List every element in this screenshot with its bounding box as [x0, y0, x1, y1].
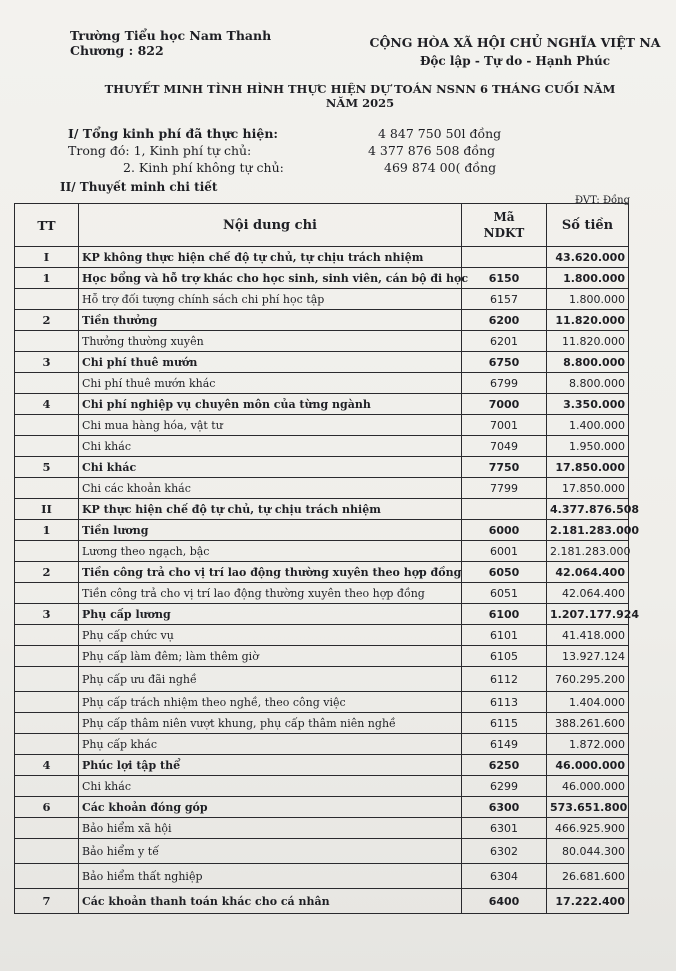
row-code [462, 247, 547, 268]
row-content: KP thực hiện chế độ tự chủ, tự chịu trách nhiệm [79, 499, 462, 520]
table-row [15, 478, 629, 499]
row-amount: 17.850.000 [547, 457, 629, 478]
header-content: Nội dung chi [79, 204, 462, 247]
table-row [15, 625, 629, 646]
table-row [15, 331, 629, 352]
row-content: Các khoản thanh toán khác cho cá nhân [79, 889, 462, 914]
table-row [15, 755, 629, 776]
table-row [15, 562, 629, 583]
row-content: Chi phí thuê mướn [79, 352, 462, 373]
row-content: KP không thực hiện chế độ tự chủ, tự chịu trách nhiệm [79, 247, 462, 268]
unit-label: ĐVT: Đồng [575, 195, 631, 206]
table-row [15, 436, 629, 457]
row-code: 6100 [462, 604, 547, 625]
row-amount: 1.800.000 [547, 289, 629, 310]
row-content: Phúc lợi tập thể [79, 755, 462, 776]
row-content: Bảo hiểm y tế [79, 839, 462, 864]
summary-autonomous [68, 143, 508, 160]
row-amount: 13.927.124 [547, 646, 629, 667]
row-code: 6200 [462, 310, 547, 331]
table-row [15, 541, 629, 562]
summary-total-value: 4 847 750 50l đồng [378, 126, 502, 141]
summary-non-autonomous-value: 469 874 00( đồng [384, 160, 497, 175]
table-row [15, 776, 629, 797]
row-amount: 1.404.000 [547, 692, 629, 713]
row-content: Chi khác [79, 457, 462, 478]
row-code: 6051 [462, 583, 547, 604]
table-row [15, 734, 629, 755]
row-code: 6750 [462, 352, 547, 373]
row-amount: 1.400.000 [547, 415, 629, 436]
row-code: 6149 [462, 734, 547, 755]
row-tt: II [15, 499, 79, 520]
row-code: 7750 [462, 457, 547, 478]
table-row [15, 394, 629, 415]
row-code: 7049 [462, 436, 547, 457]
row-content: Phụ cấp ưu đãi nghề [79, 667, 462, 692]
table-row [15, 797, 629, 818]
header-right [356, 34, 674, 70]
row-content: Hỗ trợ đối tượng chính sách chi phí học tập [79, 289, 462, 310]
summary-section [68, 126, 508, 177]
header-code [462, 204, 547, 247]
table-row [15, 457, 629, 478]
row-amount: 80.044.300 [547, 839, 629, 864]
row-amount: 3.350.000 [547, 394, 629, 415]
table-row [15, 499, 629, 520]
header-code-line-2: NDKT [483, 226, 525, 240]
row-code: 6201 [462, 331, 547, 352]
table-row [15, 889, 629, 914]
school-name: Trường Tiểu học Nam Thanh [70, 28, 272, 43]
row-code: 7799 [462, 478, 547, 499]
row-amount: 1.950.000 [547, 436, 629, 457]
row-content: Học bổng và hỗ trợ khác cho học sinh, sinh viên, cán bộ đi học [79, 268, 462, 289]
table-row [15, 310, 629, 331]
row-tt: 4 [15, 394, 79, 415]
table-row [15, 839, 629, 864]
table-row [15, 583, 629, 604]
summary-non-autonomous-label: 2. Kinh phí không tự chủ: [123, 160, 284, 175]
row-amount: 46.000.000 [547, 776, 629, 797]
row-amount: 2.181.283.000 [547, 541, 629, 562]
row-content: Bảo hiểm thất nghiệp [79, 864, 462, 889]
country-name: CỘNG HÒA XÃ HỘI CHỦ NGHĨA VIỆT NA [369, 35, 661, 50]
national-motto: Độc lập - Tự do - Hạnh Phúc [419, 54, 611, 68]
header-left [70, 28, 271, 58]
table-row [15, 692, 629, 713]
row-code: 6250 [462, 755, 547, 776]
row-amount: 42.064.400 [547, 583, 629, 604]
row-content: Bảo hiểm xã hội [79, 818, 462, 839]
row-content: Tiền công trả cho vị trí lao động thường xuyên theo hợp đồng [79, 562, 462, 583]
row-tt: 2 [15, 310, 79, 331]
row-code: 6150 [462, 268, 547, 289]
row-code: 6050 [462, 562, 547, 583]
row-tt [15, 436, 79, 457]
row-code: 6299 [462, 776, 547, 797]
row-content: Phụ cấp khác [79, 734, 462, 755]
table-header-row [15, 204, 629, 247]
row-tt [15, 478, 79, 499]
row-code: 6101 [462, 625, 547, 646]
row-tt [15, 625, 79, 646]
row-amount: 17.850.000 [547, 478, 629, 499]
row-amount: 41.418.000 [547, 625, 629, 646]
row-content: Phụ cấp làm đêm; làm thêm giờ [79, 646, 462, 667]
summary-autonomous-value: 4 377 876 508 đồng [368, 143, 496, 158]
row-amount: 46.000.000 [547, 755, 629, 776]
row-amount: 1.872.000 [547, 734, 629, 755]
row-content: Phụ cấp lương [79, 604, 462, 625]
table-row [15, 667, 629, 692]
row-code: 7001 [462, 415, 547, 436]
row-content: Chi khác [79, 776, 462, 797]
title-line-1: THUYẾT MINH TÌNH HÌNH THỰC HIỆN DỰ TOÁN NSNN 6 THÁNG CUỐI NĂM [104, 82, 616, 96]
row-tt: 1 [15, 520, 79, 541]
row-content: Phụ cấp chức vụ [79, 625, 462, 646]
row-amount: 1.800.000 [547, 268, 629, 289]
row-tt [15, 646, 79, 667]
table-row [15, 352, 629, 373]
row-tt: 3 [15, 604, 79, 625]
row-code: 6304 [462, 864, 547, 889]
row-tt [15, 776, 79, 797]
row-amount: 11.820.000 [547, 331, 629, 352]
header-code-line-1: Mã [493, 210, 515, 224]
row-code: 6112 [462, 667, 547, 692]
row-amount: 1.207.177.924 [547, 604, 629, 625]
title-line-2: NĂM 2025 [325, 96, 395, 110]
row-content: Chi mua hàng hóa, vật tư [79, 415, 462, 436]
table-row [15, 864, 629, 889]
table-row [15, 604, 629, 625]
table-row [15, 818, 629, 839]
header-amount: Số tiền [547, 204, 629, 247]
summary-non-autonomous [68, 160, 508, 177]
chapter-code: Chương : 822 [70, 43, 164, 58]
row-code: 6000 [462, 520, 547, 541]
table-row [15, 713, 629, 734]
summary-total [68, 126, 508, 143]
row-content: Phụ cấp trách nhiệm theo nghề, theo công việc [79, 692, 462, 713]
row-content: Tiền lương [79, 520, 462, 541]
row-code: 6113 [462, 692, 547, 713]
row-tt [15, 734, 79, 755]
row-content: Tiền công trả cho vị trí lao động thường xuyên theo hợp đồng [79, 583, 462, 604]
document-title [60, 82, 660, 110]
table-row [15, 289, 629, 310]
row-content: Các khoản đóng góp [79, 797, 462, 818]
row-code: 6400 [462, 889, 547, 914]
row-amount: 17.222.400 [547, 889, 629, 914]
row-amount: 388.261.600 [547, 713, 629, 734]
table-row [15, 520, 629, 541]
table-row [15, 373, 629, 394]
row-amount: 43.620.000 [547, 247, 629, 268]
row-amount: 573.651.800 [547, 797, 629, 818]
section-2-title: II/ Thuyết minh chi tiết [60, 180, 218, 194]
row-content: Phụ cấp thâm niên vượt khung, phụ cấp thâm niên nghề [79, 713, 462, 734]
row-code: 6301 [462, 818, 547, 839]
row-tt: 7 [15, 889, 79, 914]
row-tt [15, 373, 79, 394]
row-code: 6799 [462, 373, 547, 394]
row-tt [15, 713, 79, 734]
expense-table [14, 203, 640, 914]
row-tt [15, 839, 79, 864]
summary-total-label: I/ Tổng kinh phí đã thực hiện: [68, 126, 279, 141]
row-code [462, 499, 547, 520]
row-content: Chi phí thuê mướn khác [79, 373, 462, 394]
row-tt [15, 667, 79, 692]
row-tt [15, 864, 79, 889]
row-tt [15, 818, 79, 839]
row-amount: 26.681.600 [547, 864, 629, 889]
row-content: Chi khác [79, 436, 462, 457]
row-code: 6105 [462, 646, 547, 667]
row-tt: 4 [15, 755, 79, 776]
row-content: Tiền thưởng [79, 310, 462, 331]
row-tt [15, 541, 79, 562]
row-content: Thưởng thường xuyên [79, 331, 462, 352]
row-tt [15, 289, 79, 310]
row-tt: 5 [15, 457, 79, 478]
row-tt [15, 331, 79, 352]
row-code: 6302 [462, 839, 547, 864]
row-tt: 1 [15, 268, 79, 289]
row-content: Chi các khoản khác [79, 478, 462, 499]
row-amount: 4.377.876.508 [547, 499, 629, 520]
summary-autonomous-label: Trong đó: 1, Kinh phí tự chủ: [68, 143, 252, 158]
row-amount: 11.820.000 [547, 310, 629, 331]
row-tt: 6 [15, 797, 79, 818]
row-tt [15, 692, 79, 713]
row-code: 7000 [462, 394, 547, 415]
table-row [15, 268, 629, 289]
row-tt: 2 [15, 562, 79, 583]
header-tt: TT [15, 204, 79, 247]
row-tt [15, 583, 79, 604]
table-row [15, 415, 629, 436]
row-amount: 8.800.000 [547, 352, 629, 373]
row-amount: 8.800.000 [547, 373, 629, 394]
row-code: 6115 [462, 713, 547, 734]
table-row [15, 247, 629, 268]
row-code: 6157 [462, 289, 547, 310]
row-amount: 42.064.400 [547, 562, 629, 583]
row-amount: 2.181.283.000 [547, 520, 629, 541]
row-content: Lương theo ngạch, bậc [79, 541, 462, 562]
row-code: 6001 [462, 541, 547, 562]
row-amount: 466.925.900 [547, 818, 629, 839]
row-code: 6300 [462, 797, 547, 818]
row-content: Chi phí nghiệp vụ chuyên môn của từng ngành [79, 394, 462, 415]
row-tt [15, 415, 79, 436]
row-amount: 760.295.200 [547, 667, 629, 692]
table-row [15, 646, 629, 667]
row-tt: 3 [15, 352, 79, 373]
row-tt: I [15, 247, 79, 268]
